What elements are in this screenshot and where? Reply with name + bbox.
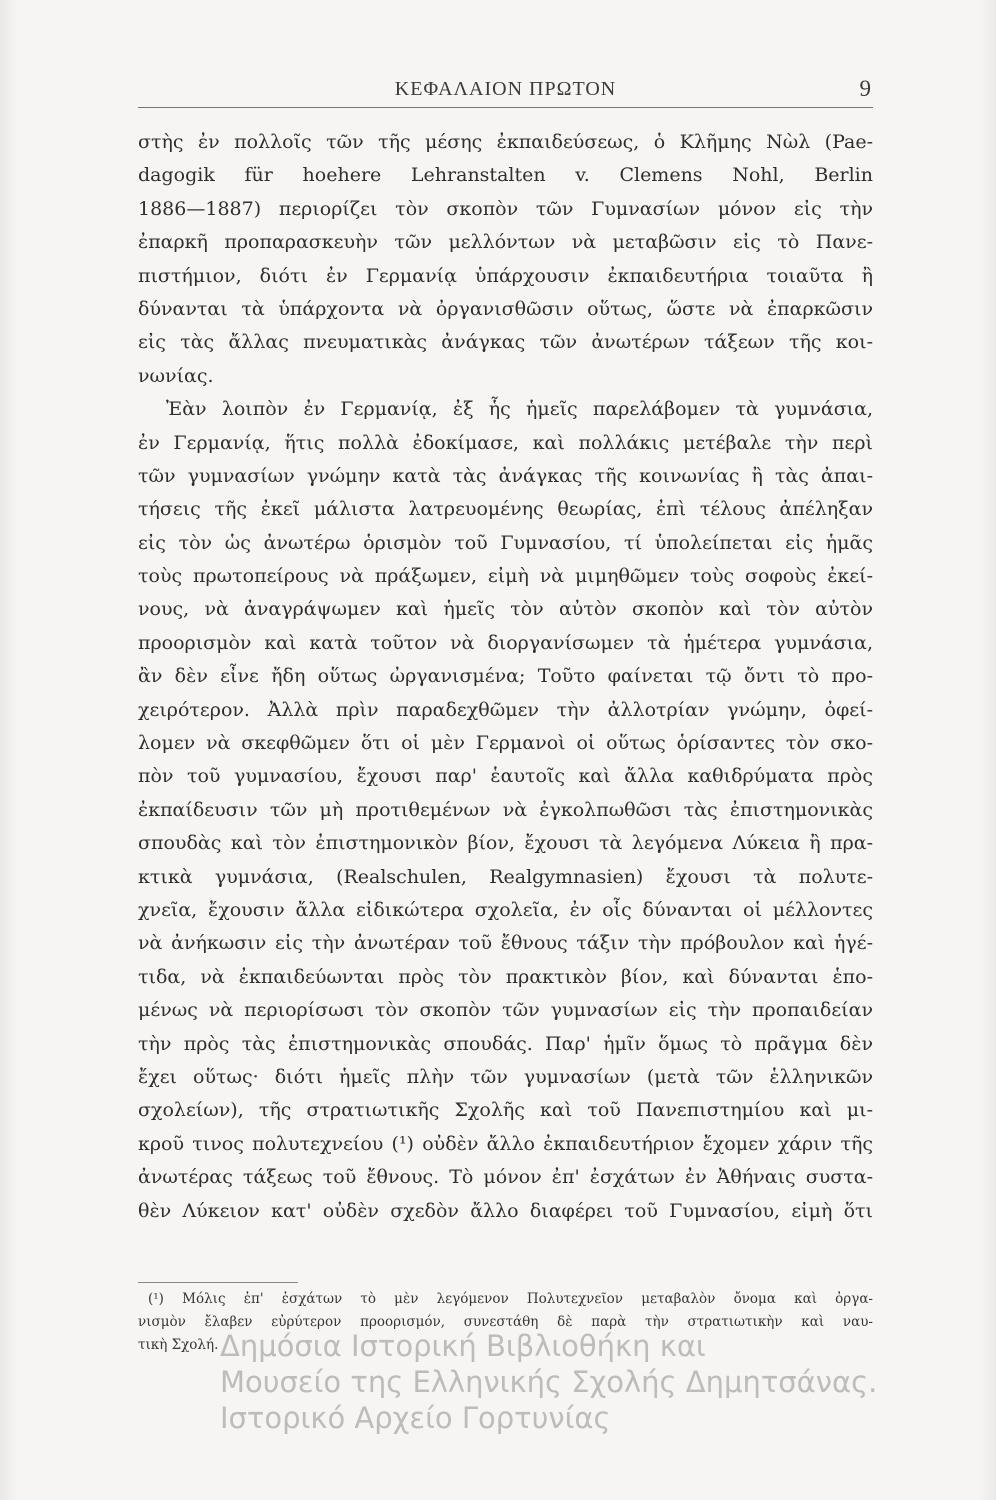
- text-line: θὲν Λύκειον κατ' οὐδὲν σχεδὸν ἄλλο διαφέρει τοῦ Γυμνασίου, εἰμὴ ὅτι: [138, 1199, 873, 1222]
- text-line: νωνίας.: [138, 364, 214, 387]
- text-line: τοὺς πρωτοπείρους νὰ πράξωμεν, εἰμὴ νὰ μιμηθῶμεν τοὺς σοφοὺς ἐκεί-: [138, 565, 873, 588]
- text-line: στὴς ἐν πολλοῖς τῶν τῆς μέσης ἐκπαιδεύσεως, ὁ Κλῆμης Νὼλ (Pae-: [138, 131, 873, 153]
- text-line: ἔχει οὕτως· διότι ἡμεῖς πλὴν τῶν γυμνασίων (μετὰ τῶν ἑλληνικῶν: [138, 1065, 873, 1088]
- text-line: ἐν Γερμανίᾳ, ἥτις πολλὰ ἐδοκίμασε, καὶ πολλάκις μετέβαλε τὴν περὶ: [138, 431, 873, 454]
- text-line: δύνανται τὰ ὑπάρχοντα νὰ ὀργανισθῶσιν οὕτως, ὥστε νὰ ἐπαρκῶσιν: [138, 297, 873, 320]
- chapter-title: ΚΕΦΑΛΑΙΟΝ ΠΡΩΤΟΝ: [394, 78, 617, 100]
- text-line: προορισμὸν καὶ κατὰ τοῦτον νὰ διοργανίσωμεν τὰ ἡμέτερα γυμνάσια,: [138, 631, 873, 654]
- text-line: τὴν πρὸς τὰς ἐπιστημονικὰς σπουδάς. Παρ' ἡμῖν ὅμως τὸ πρᾶγμα δὲν: [138, 1032, 873, 1055]
- text-line: 1886—1887) περιορίζει τὸν σκοπὸν τῶν Γυμνασίων μόνον εἰς τὴν: [138, 197, 873, 220]
- watermark-line: Δημόσια Ιστορική Βιβλιοθήκη και: [220, 1329, 706, 1363]
- body-text: [138, 126, 873, 1228]
- text-line: νὰ ἀνήκωσιν εἰς τὴν ἀνωτέραν τοῦ ἔθνους τάξιν τὴν πρόβουλον καὶ ἡγέ-: [138, 932, 873, 955]
- text-line: πὸν τοῦ γυμνασίου, ἔχουσι παρ' ἑαυτοῖς καὶ ἄλλα καθιδρύματα πρὸς: [138, 765, 873, 788]
- text-line: ἂν δὲν εἶνε ἤδη οὕτως ὠργανισμένα; Τοῦτο φαίνεται τῷ ὄντι τὸ προ-: [138, 665, 873, 688]
- text-line: ἐκπαίδευσιν τῶν μὴ προτιθεμένων νὰ ἐγκολπωθῶσι τὰς ἐπιστημονικὰς: [138, 798, 873, 821]
- running-header: [138, 78, 873, 108]
- text-line: κροῦ τινος πολυτεχνείου (¹) οὐδὲν ἄλλο ἐκπαιδευτήριον ἔχομεν χάριν τῆς: [138, 1132, 873, 1155]
- text-line: λομεν νὰ σκεφθῶμεν ὅτι οἱ μὲν Γερμανοὶ οἱ οὕτως ὁρίσαντες τὸν σκο-: [138, 732, 873, 755]
- text-line: τιδα, νὰ ἐκπαιδεύωνται πρὸς τὸν πρακτικὸν βίον, καὶ δύνανται ἑπο-: [138, 965, 873, 988]
- text-line: dagogik für hoehere Lehranstalten v. Clemens Nohl, Berlin: [138, 164, 873, 187]
- watermark-line: Ιστορικό Αρχείο Γορτυνίας: [220, 1401, 611, 1435]
- text-line: τῶν γυμνασίων γνώμην κατὰ τὰς ἀνάγκας τῆς κοινωνίας ἢ τὰς ἀπαι-: [138, 464, 873, 487]
- footnote-rule: [138, 1282, 298, 1283]
- text-line: νους, νὰ ἀναγράψωμεν καὶ ἡμεῖς τὸν αὐτὸν σκοπὸν καὶ τὸν αὐτὸν: [138, 598, 873, 621]
- text-line: εἰς τὸν ὡς ἀνωτέρω ὁρισμὸν τοῦ Γυμνασίου, τί ὑπολείπεται εἰς ἡμᾶς: [138, 531, 873, 554]
- text-line: χνεῖα, ἔχουσιν ἄλλα εἰδικώτερα σχολεῖα, ἐν οἷς δύνανται οἱ μέλλοντες: [138, 898, 873, 921]
- watermark-line: Μουσείο της Ελληνικής Σχολής Δημητσάνας.: [220, 1365, 878, 1399]
- text-line: σπουδὰς καὶ τὸν ἐπιστημονικὸν βίον, ἔχουσι τὰ λεγόμενα Λύκεια ἢ πρα-: [138, 832, 873, 855]
- text-line: μένως νὰ περιορίσωσι τὸν σκοπὸν τῶν γυμνασίων εἰς τὴν προπαιδείαν: [138, 999, 873, 1022]
- text-line: ἐπαρκῆ προπαρασκευὴν τῶν μελλόντων νὰ μεταβῶσιν εἰς τὸ Πανε-: [138, 231, 873, 254]
- text-line: ἀνωτέρας τάξεως τοῦ ἔθνους. Τὸ μόνον ἐπ' ἐσχάτων ἐν Ἀθήναις συστα-: [138, 1166, 873, 1189]
- text-line: πιστήμιον, διότι ἐν Γερμανίᾳ ὑπάρχουσιν ἐκπαιδευτήρια τοιαῦτα ἢ: [138, 264, 873, 287]
- text-line: κτικὰ γυμνάσια, (Realschulen, Realgymnasien) ἔχουσι τὰ πολυτε-: [138, 865, 873, 888]
- text-line: σχολείων), τῆς στρατιωτικῆς Σχολῆς καὶ τοῦ Πανεπιστημίου καὶ μι-: [138, 1099, 873, 1122]
- text-line: χειρότερον. Ἀλλὰ πρὶν παραδεχθῶμεν τὴν ἀλλοτρίαν γνώμην, ὀφεί-: [138, 698, 873, 721]
- text-line: εἰς τὰς ἄλλας πνευματικὰς ἀνάγκας τῶν ἀνωτέρων τάξεων τῆς κοι-: [138, 331, 873, 354]
- footnote-line: τικὴ Σχολή.: [138, 1337, 219, 1353]
- page-number: 9: [859, 76, 871, 101]
- text-line: Ἐὰν λοιπὸν ἐν Γερμανίᾳ, ἐξ ἧς ἡμεῖς παρελάβομεν τὰ γυμνάσια,: [166, 398, 873, 421]
- footnote-line: (¹) Μόλις ἐπ' ἐσχάτων τὸ μὲν λεγόμενον Πολυτεχνεῖον μεταβαλὸν ὄνομα καὶ ὀργα-: [148, 1291, 873, 1307]
- text-line: τήσεις τῆς ἐκεῖ μάλιστα λατρευομένης θεωρίας, ἐπὶ τέλους ἀπέληξαν: [138, 498, 873, 521]
- header-rule: [138, 107, 873, 108]
- footnote-line: νισμὸν ἔλαβεν εὐρύτερον προορισμόν, συνεστάθη δὲ παρὰ τὴν στρατιωτικὴν καὶ ναυ-: [138, 1314, 873, 1330]
- library-watermark: [220, 1328, 960, 1436]
